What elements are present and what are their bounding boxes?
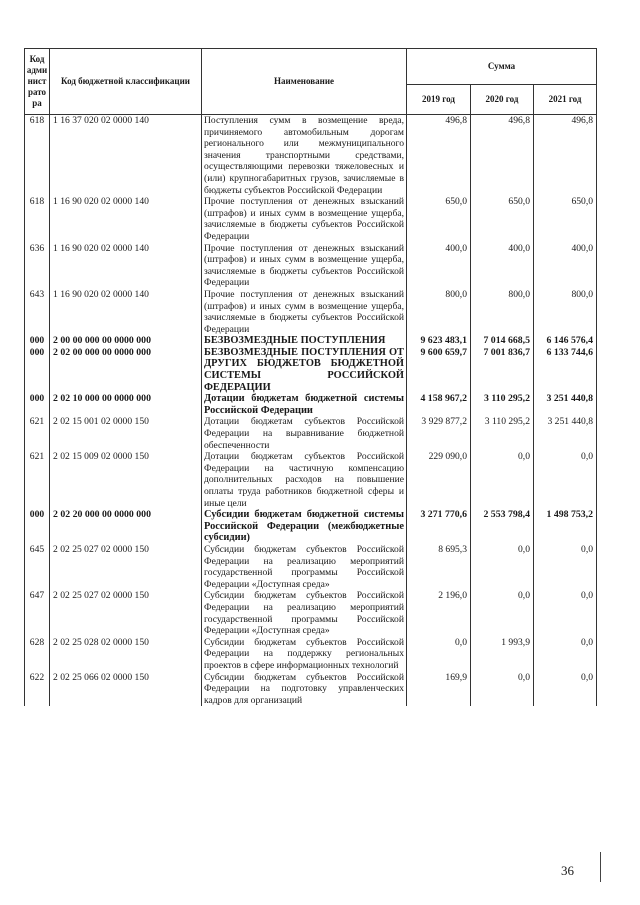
- amount-2021-cell: 400,0: [534, 243, 597, 289]
- table-row: [25, 289, 597, 335]
- amount-2019-cell: 229 090,0: [407, 451, 471, 509]
- header-year-2021: 2021 год: [534, 85, 597, 115]
- name-cell: Субсидии бюджетам субъектов Российской Федерации на поддержку региональных проектов в сфере информационных технологий: [202, 637, 407, 672]
- table-row: [25, 451, 597, 509]
- budget-code-cell: 2 02 25 027 02 0000 150: [50, 544, 202, 590]
- page-number: 36: [561, 863, 574, 878]
- amount-2021-cell: 0,0: [534, 637, 597, 672]
- amount-2020-cell: 0,0: [471, 451, 534, 509]
- amount-2021-cell: 0,0: [534, 590, 597, 636]
- budget-code-cell: 2 00 00 000 00 0000 000: [50, 335, 202, 347]
- table-row: [25, 243, 597, 289]
- budget-code-cell: 2 02 25 027 02 0000 150: [50, 590, 202, 636]
- name-cell: БЕЗВОЗМЕЗДНЫЕ ПОСТУПЛЕНИЯ ОТ ДРУГИХ БЮДЖЕТОВ БЮДЖЕТНОЙ СИСТЕМЫ РОССИЙСКОЙ ФЕДЕРАЦИИ: [202, 347, 407, 393]
- name-cell: Субсидии бюджетам бюджетной системы Российской Федерации (межбюджетные субсидии): [202, 509, 407, 544]
- name-cell: Субсидии бюджетам субъектов Российской Федерации на реализацию мероприятий государственной программы Российской Федерации «Доступная среда»: [202, 544, 407, 590]
- budget-code-cell: 2 02 15 009 02 0000 150: [50, 451, 202, 509]
- amount-2020-cell: 800,0: [471, 289, 534, 335]
- table-row: [25, 637, 597, 672]
- amount-2019-cell: 496,8: [407, 115, 471, 197]
- amount-2020-cell: 650,0: [471, 196, 534, 242]
- admin-code-cell: 643: [25, 289, 50, 335]
- amount-2019-cell: 3 271 770,6: [407, 509, 471, 544]
- amount-2019-cell: 4 158 967,2: [407, 393, 471, 416]
- table-row: [25, 672, 597, 707]
- header-sum: Сумма: [407, 49, 597, 85]
- amount-2020-cell: 0,0: [471, 590, 534, 636]
- amount-2019-cell: 9 623 483,1: [407, 335, 471, 347]
- amount-2019-cell: 650,0: [407, 196, 471, 242]
- amount-2021-cell: 3 251 440,8: [534, 393, 597, 416]
- budget-code-cell: 2 02 00 000 00 0000 000: [50, 347, 202, 393]
- budget-code-cell: 2 02 25 028 02 0000 150: [50, 637, 202, 672]
- amount-2020-cell: 3 110 295,2: [471, 416, 534, 451]
- admin-code-cell: 000: [25, 509, 50, 544]
- amount-2020-cell: 496,8: [471, 115, 534, 197]
- header-year-2019: 2019 год: [407, 85, 471, 115]
- header-year-2020: 2020 год: [471, 85, 534, 115]
- amount-2021-cell: 1 498 753,2: [534, 509, 597, 544]
- amount-2020-cell: 3 110 295,2: [471, 393, 534, 416]
- name-cell: Дотации бюджетам субъектов Российской Федерации на выравнивание бюджетной обеспеченности: [202, 416, 407, 451]
- amount-2021-cell: 6 133 744,6: [534, 347, 597, 393]
- admin-code-cell: 618: [25, 115, 50, 197]
- budget-code-cell: 2 02 10 000 00 0000 000: [50, 393, 202, 416]
- amount-2019-cell: 8 695,3: [407, 544, 471, 590]
- budget-code-cell: 2 02 25 066 02 0000 150: [50, 672, 202, 707]
- amount-2020-cell: 400,0: [471, 243, 534, 289]
- name-cell: Дотации бюджетам субъектов Российской Федерации на частичную компенсацию дополнительных расходов на повышение оплаты труда работников бюджетной сферы и иные цели: [202, 451, 407, 509]
- amount-2020-cell: 0,0: [471, 672, 534, 707]
- name-cell: Прочие поступления от денежных взысканий (штрафов) и иных сумм в возмещение ущерба, зачисляемые в бюджеты субъектов Российской Федерации: [202, 243, 407, 289]
- budget-code-cell: 1 16 90 020 02 0000 140: [50, 196, 202, 242]
- table-row: [25, 544, 597, 590]
- amount-2020-cell: 7 001 836,7: [471, 347, 534, 393]
- budget-code-cell: 1 16 90 020 02 0000 140: [50, 289, 202, 335]
- table-row: [25, 335, 597, 347]
- name-cell: Прочие поступления от денежных взысканий (штрафов) и иных сумм в возмещение ущерба, зачисляемые в бюджеты субъектов Российской Федерации: [202, 196, 407, 242]
- amount-2021-cell: 3 251 440,8: [534, 416, 597, 451]
- name-cell: Дотации бюджетам бюджетной системы Российской Федерации: [202, 393, 407, 416]
- amount-2019-cell: 169,9: [407, 672, 471, 707]
- name-cell: Поступления сумм в возмещение вреда, причиняемого автомобильным дорогам регионального или межмуниципального значения транспортными средствами, осуществляющими перевозки тяжеловесных и (или) крупногабаритных грузов, зачисляемые в бюджеты субъектов Российской Федерации: [202, 115, 407, 197]
- amount-2019-cell: 400,0: [407, 243, 471, 289]
- admin-code-cell: 000: [25, 347, 50, 393]
- name-cell: БЕЗВОЗМЕЗДНЫЕ ПОСТУПЛЕНИЯ: [202, 335, 407, 347]
- amount-2021-cell: 0,0: [534, 544, 597, 590]
- admin-code-cell: 621: [25, 416, 50, 451]
- admin-code-cell: 622: [25, 672, 50, 707]
- amount-2021-cell: 0,0: [534, 672, 597, 707]
- table-row: [25, 590, 597, 636]
- amount-2021-cell: 0,0: [534, 451, 597, 509]
- amount-2019-cell: 9 600 659,7: [407, 347, 471, 393]
- header-name: Наименование: [202, 49, 407, 115]
- admin-code-cell: 645: [25, 544, 50, 590]
- header-budget-code: Код бюджетной классификации: [50, 49, 202, 115]
- header-admin-code: Код адми нист рато ра: [25, 49, 50, 115]
- table-body: [25, 115, 597, 707]
- name-cell: Субсидии бюджетам субъектов Российской Федерации на подготовку управленческих кадров для организаций: [202, 672, 407, 707]
- table-row: [25, 393, 597, 416]
- table-row: [25, 509, 597, 544]
- admin-code-cell: 636: [25, 243, 50, 289]
- amount-2021-cell: 650,0: [534, 196, 597, 242]
- table-row: [25, 416, 597, 451]
- amount-2019-cell: 3 929 877,2: [407, 416, 471, 451]
- admin-code-cell: 618: [25, 196, 50, 242]
- budget-code-cell: 1 16 90 020 02 0000 140: [50, 243, 202, 289]
- admin-code-cell: 000: [25, 335, 50, 347]
- budget-revenue-table: [24, 48, 597, 706]
- amount-2019-cell: 2 196,0: [407, 590, 471, 636]
- budget-code-cell: 2 02 15 001 02 0000 150: [50, 416, 202, 451]
- name-cell: Субсидии бюджетам субъектов Российской Федерации на реализацию мероприятий государственной программы Российской Федерации «Доступная среда»: [202, 590, 407, 636]
- name-cell: Прочие поступления от денежных взысканий (штрафов) и иных сумм в возмещение ущерба, зачисляемые в бюджеты субъектов Российской Федерации: [202, 289, 407, 335]
- amount-2020-cell: 7 014 668,5: [471, 335, 534, 347]
- admin-code-cell: 000: [25, 393, 50, 416]
- admin-code-cell: 621: [25, 451, 50, 509]
- amount-2019-cell: 800,0: [407, 289, 471, 335]
- table-row: [25, 196, 597, 242]
- amount-2021-cell: 800,0: [534, 289, 597, 335]
- amount-2020-cell: 2 553 798,4: [471, 509, 534, 544]
- table-row: [25, 115, 597, 197]
- amount-2021-cell: 6 146 576,4: [534, 335, 597, 347]
- admin-code-cell: 647: [25, 590, 50, 636]
- admin-code-cell: 628: [25, 637, 50, 672]
- table-row: [25, 347, 597, 393]
- amount-2021-cell: 496,8: [534, 115, 597, 197]
- amount-2020-cell: 0,0: [471, 544, 534, 590]
- margin-line: [600, 852, 601, 882]
- budget-code-cell: 2 02 20 000 00 0000 000: [50, 509, 202, 544]
- budget-code-cell: 1 16 37 020 02 0000 140: [50, 115, 202, 197]
- amount-2019-cell: 0,0: [407, 637, 471, 672]
- amount-2020-cell: 1 993,9: [471, 637, 534, 672]
